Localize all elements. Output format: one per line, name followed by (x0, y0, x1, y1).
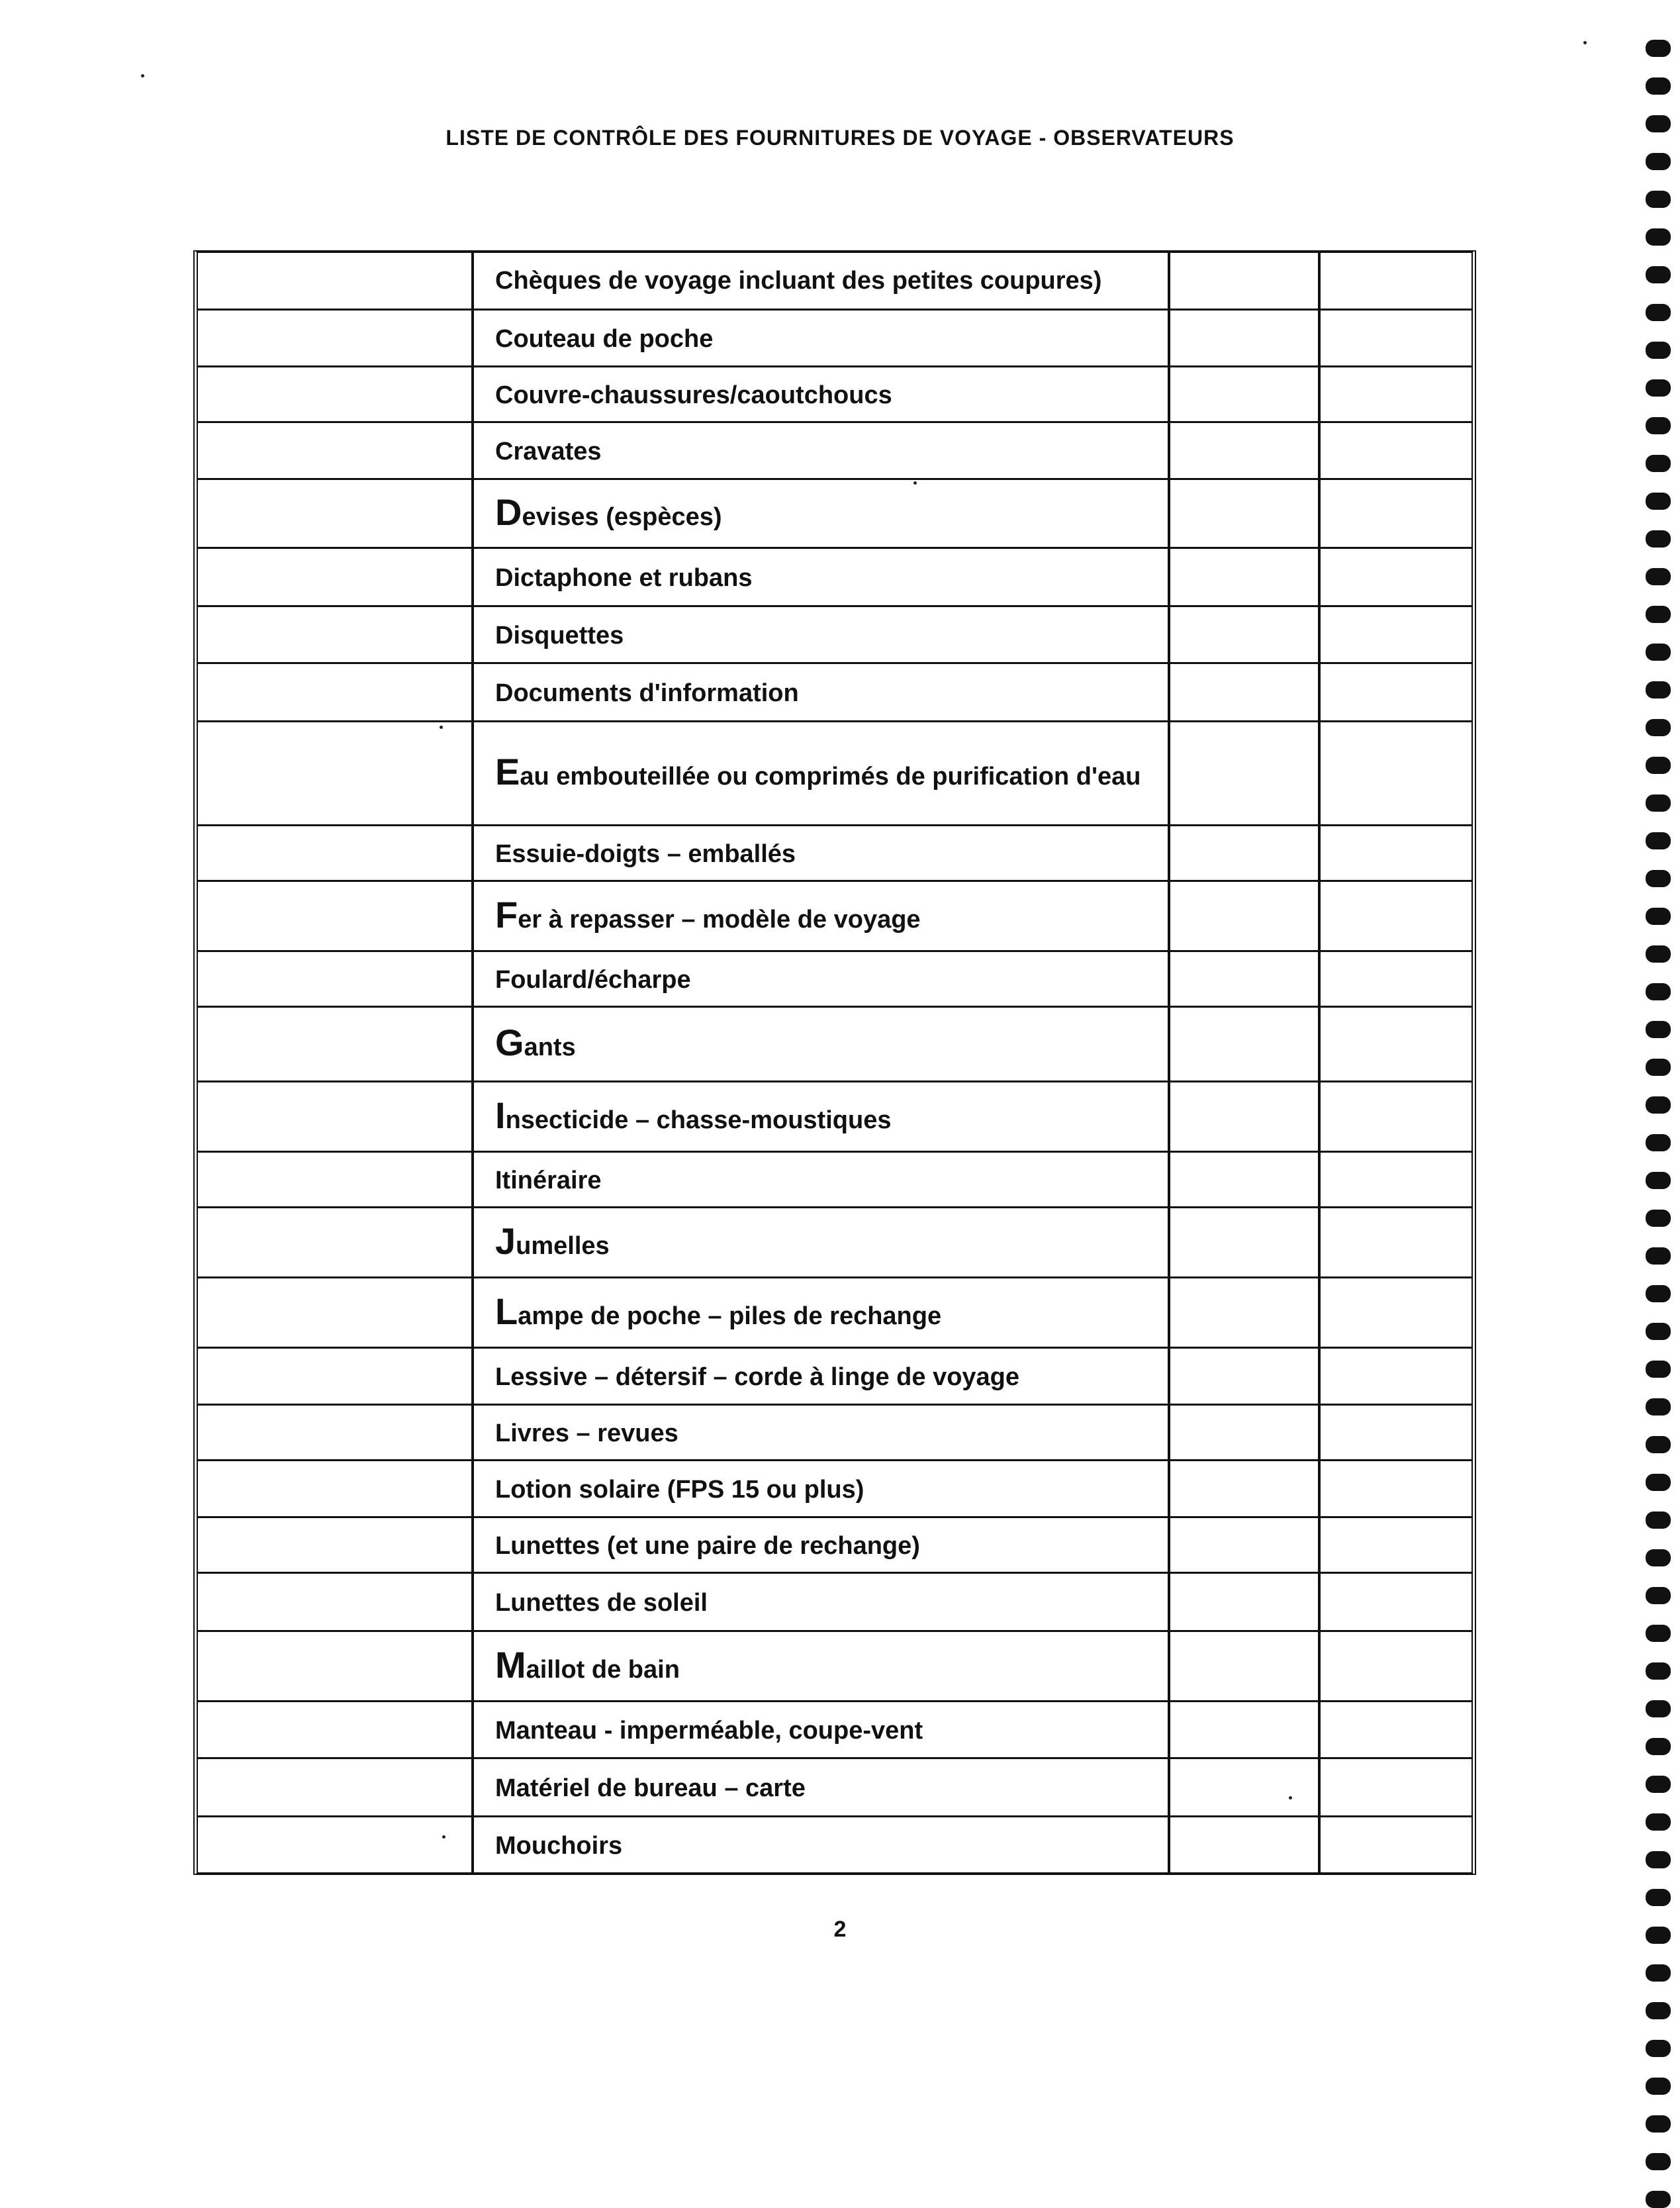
table-row (198, 1006, 1471, 1082)
item-text: Essuie-doigts – emballés (495, 840, 796, 868)
item-label (495, 480, 1144, 549)
binding-hole (1646, 191, 1671, 208)
item-label (495, 367, 1144, 423)
binding-hole (1646, 1210, 1671, 1227)
binding-hole (1646, 568, 1671, 585)
binding-hole (1646, 1059, 1671, 1076)
binding-hole (1646, 908, 1671, 925)
item-text: er à repasser – modèle de voyage (518, 905, 921, 934)
binding-hole (1646, 379, 1671, 397)
table-row (198, 1700, 1471, 1759)
binding-hole (1646, 1247, 1671, 1265)
binding-hole (1646, 1700, 1671, 1717)
binding-hole (1646, 1021, 1671, 1038)
binding-hole (1646, 1172, 1671, 1189)
binding-hole (1646, 115, 1671, 132)
binding-hole (1646, 644, 1671, 661)
item-initial: F (495, 893, 518, 936)
item-text: Cravates (495, 438, 602, 465)
binding-hole (1646, 342, 1671, 359)
scan-speck (1583, 41, 1587, 44)
item-label (495, 882, 1144, 952)
binding-hole (1646, 1361, 1671, 1378)
binding-hole (1646, 2040, 1671, 2057)
binding-hole (1646, 455, 1671, 472)
binding-hole (1646, 1474, 1671, 1491)
binding-hole (1646, 1323, 1671, 1340)
item-text: Itinéraire (495, 1167, 602, 1194)
item-label (495, 1702, 1144, 1759)
item-label (495, 1759, 1144, 1817)
item-text: Documents d'information (495, 679, 799, 707)
page-number: 2 (833, 1917, 847, 1942)
item-text: Lunettes de soleil (495, 1589, 708, 1617)
table-row (198, 1757, 1471, 1817)
table-row (198, 1459, 1471, 1518)
item-label (495, 1008, 1144, 1082)
item-text: au embouteillée ou comprimés de purification d'eau (520, 763, 1141, 791)
binding-hole (1646, 304, 1671, 321)
binding-hole (1646, 945, 1671, 963)
table-row (198, 365, 1471, 423)
binding-hole (1646, 1927, 1671, 1944)
binding-hole (1646, 1549, 1671, 1566)
table-row (198, 824, 1471, 882)
item-initial: E (495, 751, 520, 792)
item-label (495, 1349, 1144, 1406)
item-label (495, 722, 1144, 826)
table-row (198, 421, 1471, 480)
binding-hole (1646, 1662, 1671, 1680)
item-label (495, 664, 1144, 722)
item-label (495, 1518, 1144, 1574)
binding-hole (1646, 2078, 1671, 2095)
binding-hole (1646, 1512, 1671, 1529)
table-row (198, 547, 1471, 607)
binding-hole (1646, 1776, 1671, 1793)
binding-hole (1646, 681, 1671, 698)
table-row (198, 1151, 1471, 1208)
item-label (495, 1461, 1144, 1518)
binding-hole (1646, 1587, 1671, 1604)
table-row (198, 1572, 1471, 1632)
table-row (198, 950, 1471, 1008)
binding-hole (1646, 40, 1671, 57)
binding-hole (1646, 228, 1671, 246)
item-label (495, 1278, 1144, 1349)
binding-hole (1646, 2002, 1671, 2019)
item-label (495, 1406, 1144, 1461)
binding-hole (1646, 794, 1671, 812)
checklist-table (193, 250, 1476, 1875)
table-row (198, 1276, 1471, 1349)
item-initial: G (495, 1022, 524, 1063)
binding-hole (1646, 1398, 1671, 1416)
item-text: Lunettes (et une paire de rechange) (495, 1532, 920, 1560)
binding-hole (1646, 1964, 1671, 1982)
item-text: Disquettes (495, 622, 624, 649)
item-text: nsecticide – chasse-moustiques (505, 1106, 892, 1134)
binding-hole (1646, 530, 1671, 548)
binding-hole (1646, 832, 1671, 849)
binding-hole (1646, 1134, 1671, 1151)
scan-speck (141, 74, 144, 77)
item-initial: J (495, 1220, 516, 1262)
scan-speck (913, 481, 917, 485)
binding-hole (1646, 757, 1671, 774)
table-row (198, 1080, 1471, 1153)
table-row (198, 1630, 1471, 1702)
item-initial: D (495, 491, 522, 533)
scan-speck (440, 726, 443, 729)
item-text: Lotion solaire (FPS 15 ou plus) (495, 1476, 864, 1504)
item-label (495, 826, 1144, 882)
item-text: Manteau - imperméable, coupe-vent (495, 1717, 923, 1745)
spiral-binding (1646, 26, 1672, 2196)
binding-hole (1646, 870, 1671, 887)
binding-hole (1646, 1889, 1671, 1906)
item-text: Dictaphone et rubans (495, 564, 753, 592)
item-label (495, 1632, 1144, 1702)
table-row (198, 309, 1471, 367)
item-text: Livres – revues (495, 1419, 678, 1447)
item-text: Lessive – détersif – corde à linge de voyage (495, 1363, 1020, 1391)
binding-hole (1646, 493, 1671, 510)
binding-hole (1646, 1096, 1671, 1114)
item-text: Couteau de poche (495, 325, 714, 353)
scan-speck (1289, 1796, 1292, 1800)
binding-hole (1646, 2115, 1671, 2133)
binding-hole (1646, 2153, 1671, 2170)
item-initial: I (495, 1094, 506, 1136)
binding-hole (1646, 153, 1671, 170)
binding-hole (1646, 1436, 1671, 1453)
item-text: ampe de poche – piles de rechange (518, 1302, 942, 1330)
binding-hole (1646, 1851, 1671, 1868)
item-initial: M (495, 1643, 526, 1686)
item-text: aillot de bain (526, 1655, 680, 1684)
table-row (198, 1404, 1471, 1461)
binding-hole (1646, 983, 1671, 1000)
item-text: ants (524, 1033, 576, 1061)
binding-hole (1646, 719, 1671, 736)
item-label (495, 423, 1144, 480)
item-text: Matériel de bureau – carte (495, 1774, 806, 1802)
item-label (495, 607, 1144, 664)
item-text: Couvre-chaussures/caoutchoucs (495, 381, 892, 409)
item-label (495, 952, 1144, 1008)
binding-hole (1646, 1738, 1671, 1755)
item-text: evises (espèces) (522, 503, 722, 531)
table-row (198, 605, 1471, 664)
item-label (495, 1153, 1144, 1208)
table-row (198, 1516, 1471, 1574)
binding-hole (1646, 1813, 1671, 1831)
binding-hole (1646, 606, 1671, 623)
item-text: Mouchoirs (495, 1832, 623, 1860)
item-label (495, 311, 1144, 367)
table-row (198, 662, 1471, 722)
table-row (198, 880, 1471, 952)
binding-hole (1646, 77, 1671, 95)
item-text: umelles (516, 1231, 610, 1260)
table-row (198, 1206, 1471, 1278)
item-label (495, 1574, 1144, 1632)
item-label (495, 1208, 1144, 1278)
item-label (495, 253, 1144, 309)
item-label (495, 1082, 1144, 1153)
binding-hole (1646, 266, 1671, 283)
table-row (198, 1815, 1471, 1874)
binding-hole (1646, 2191, 1671, 2208)
table-row (198, 1347, 1471, 1406)
scan-speck (442, 1835, 445, 1839)
item-label (495, 1817, 1144, 1874)
table-row (198, 253, 1471, 309)
table-row (198, 720, 1471, 826)
binding-hole (1646, 417, 1671, 434)
item-initial: L (495, 1290, 518, 1332)
page-title: LISTE DE CONTRÔLE DES FOURNITURES DE VOYAGE - OBSERVATEURS (445, 126, 1235, 150)
binding-hole (1646, 1285, 1671, 1302)
item-label (495, 549, 1144, 607)
item-text: Foulard/écharpe (495, 966, 691, 994)
item-text: Chèques de voyage incluant des petites coupures) (495, 267, 1102, 295)
binding-hole (1646, 1625, 1671, 1642)
table-row (198, 478, 1471, 549)
